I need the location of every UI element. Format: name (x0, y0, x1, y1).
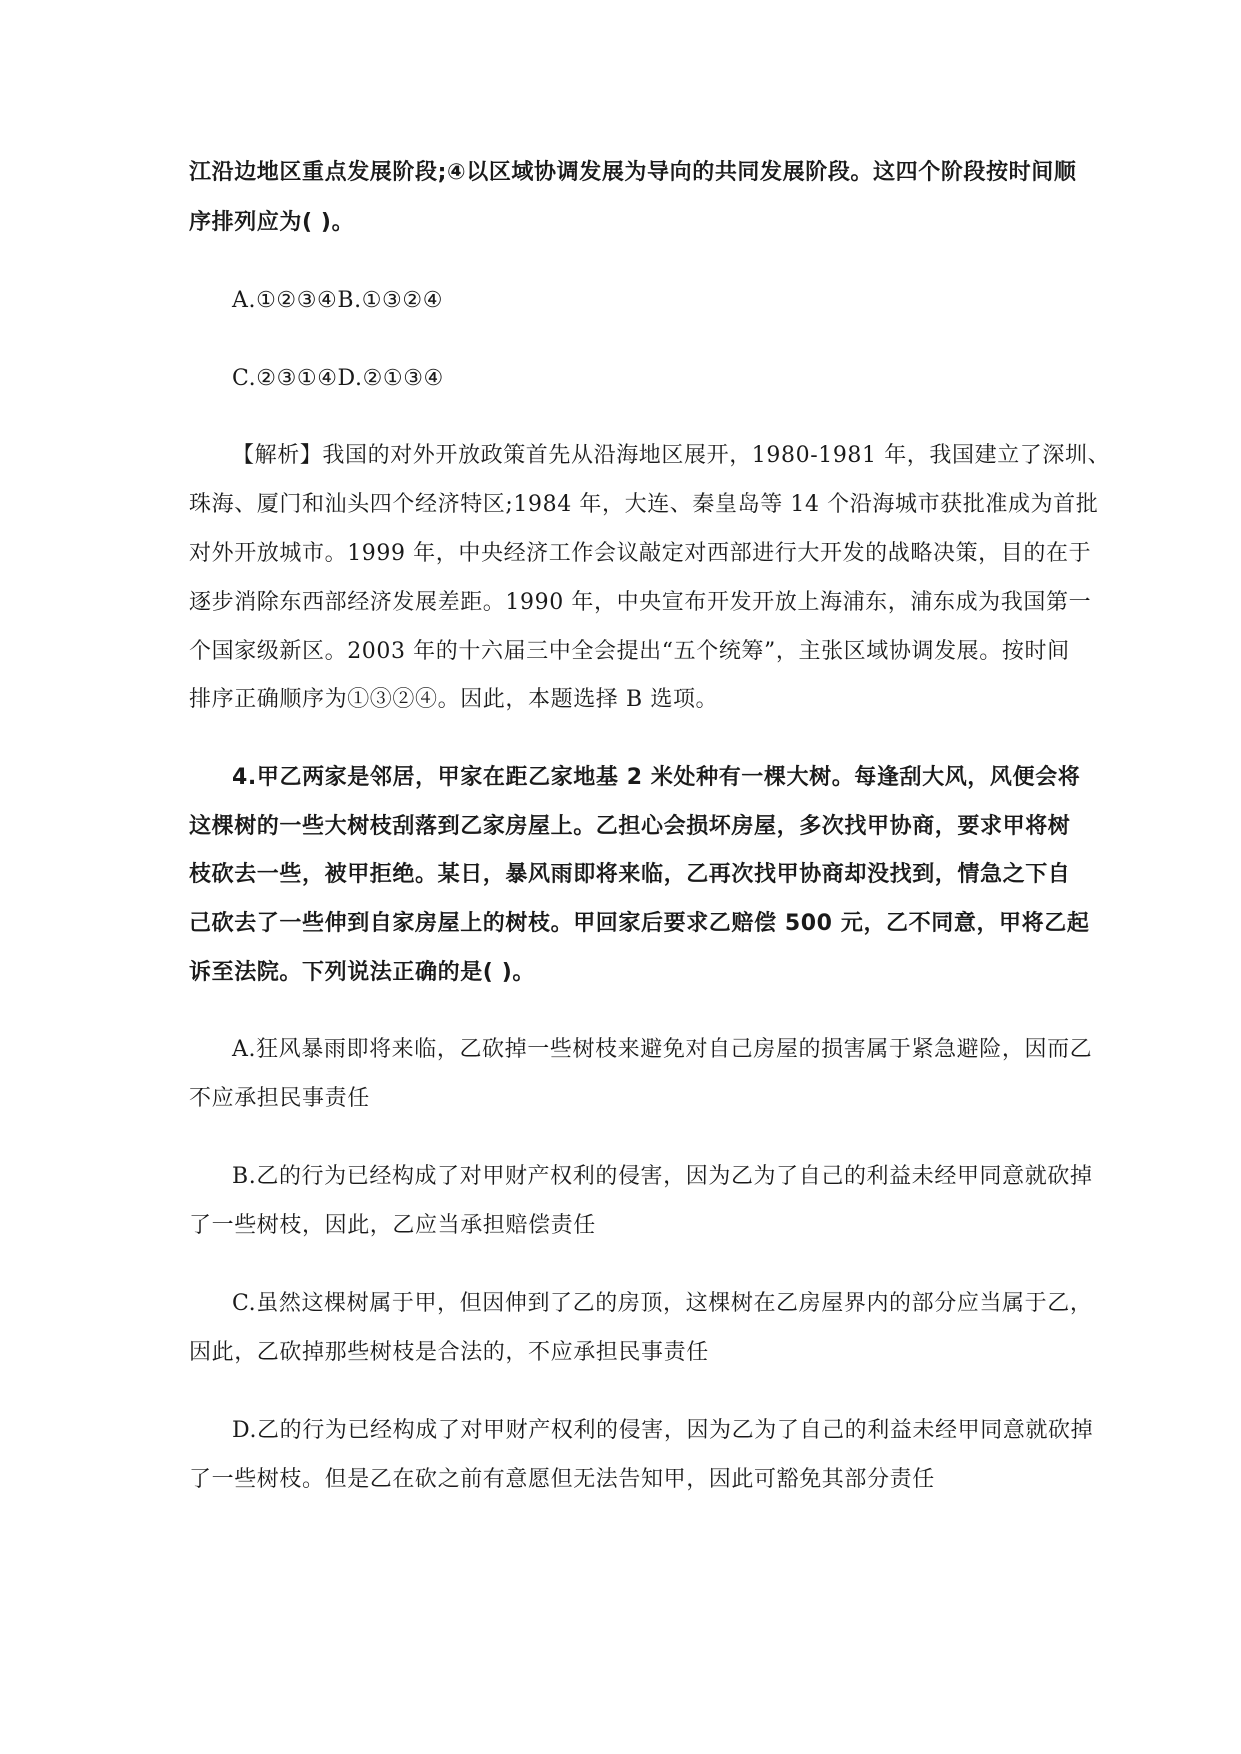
q4-option-d-line-2: 了一些树枝。但是乙在砍之前有意愿但无法告知甲，因此可豁免其部分责任 (189, 1467, 935, 1492)
q3-stem-line-1: 江沿边地区重点发展阶段;④以区域协调发展为导向的共同发展阶段。这四个阶段按时间顺 (189, 160, 1077, 185)
q3-analysis-line-2: 珠海、厦门和汕头四个经济特区;1984 年，大连、秦皇岛等 14 个沿海城市获批准成为首批 (189, 492, 1099, 517)
q3-option-ab: A.①②③④B.①③②④ (232, 288, 444, 313)
q3-analysis-line-5: 个国家级新区。2003 年的十六届三中全会提出“五个统筹”，主张区域协调发展。按时间 (189, 639, 1070, 664)
q4-stem-line-3: 枝砍去一些，被甲拒绝。某日，暴风雨即将来临，乙再次找甲协商却没找到，情急之下自 (189, 862, 1071, 887)
q4-stem-line-5: 诉至法院。下列说法正确的是( )。 (189, 960, 535, 985)
q3-analysis-line-1: 【解析】我国的对外开放政策首先从沿海地区展开，1980-1981 年，我国建立了深圳、 (232, 443, 1111, 468)
q4-stem-line-4: 己砍去了一些伸到自家房屋上的树枝。甲回家后要求乙赔偿 500 元，乙不同意，甲将乙起 (189, 911, 1090, 936)
q4-option-b-line-2: 了一些树枝，因此，乙应当承担赔偿责任 (189, 1213, 596, 1238)
q3-analysis-line-3: 对外开放城市。1999 年，中央经济工作会议敲定对西部进行大开发的战略决策，目的在于 (189, 541, 1092, 566)
q4-option-a-line-1: A.狂风暴雨即将来临，乙砍掉一些树枝来避免对自己房屋的损害属于紧急避险，因而乙 (232, 1037, 1093, 1062)
q4-stem-line-1: 4.甲乙两家是邻居，甲家在距乙家地基 2 米处种有一棵大树。每逢刮大风，风便会将 (232, 765, 1081, 790)
q3-stem-line-2: 序排列应为( )。 (189, 210, 355, 235)
q3-option-cd: C.②③①④D.②①③④ (232, 366, 444, 391)
q3-analysis-line-4: 逐步消除东西部经济发展差距。1990 年，中央宣布开发开放上海浦东，浦东成为我国第一 (189, 590, 1092, 615)
q4-option-b-line-1: B.乙的行为已经构成了对甲财产权利的侵害，因为乙为了自己的利益未经甲同意就砍掉 (232, 1164, 1093, 1189)
q4-option-d-line-1: D.乙的行为已经构成了对甲财产权利的侵害，因为乙为了自己的利益未经甲同意就砍掉 (232, 1418, 1094, 1443)
q4-option-c-line-2: 因此，乙砍掉那些树枝是合法的，不应承担民事责任 (189, 1340, 709, 1365)
q4-option-c-line-1: C.虽然这棵树属于甲，但因伸到了乙的房顶，这棵树在乙房屋界内的部分应当属于乙， (232, 1291, 1093, 1316)
q4-option-a-line-2: 不应承担民事责任 (189, 1086, 370, 1111)
q4-stem-line-2: 这棵树的一些大树枝刮落到乙家房屋上。乙担心会损坏房屋，多次找甲协商，要求甲将树 (189, 814, 1071, 839)
q3-analysis-line-6: 排序正确顺序为①③②④。因此，本题选择 B 选项。 (189, 687, 719, 712)
